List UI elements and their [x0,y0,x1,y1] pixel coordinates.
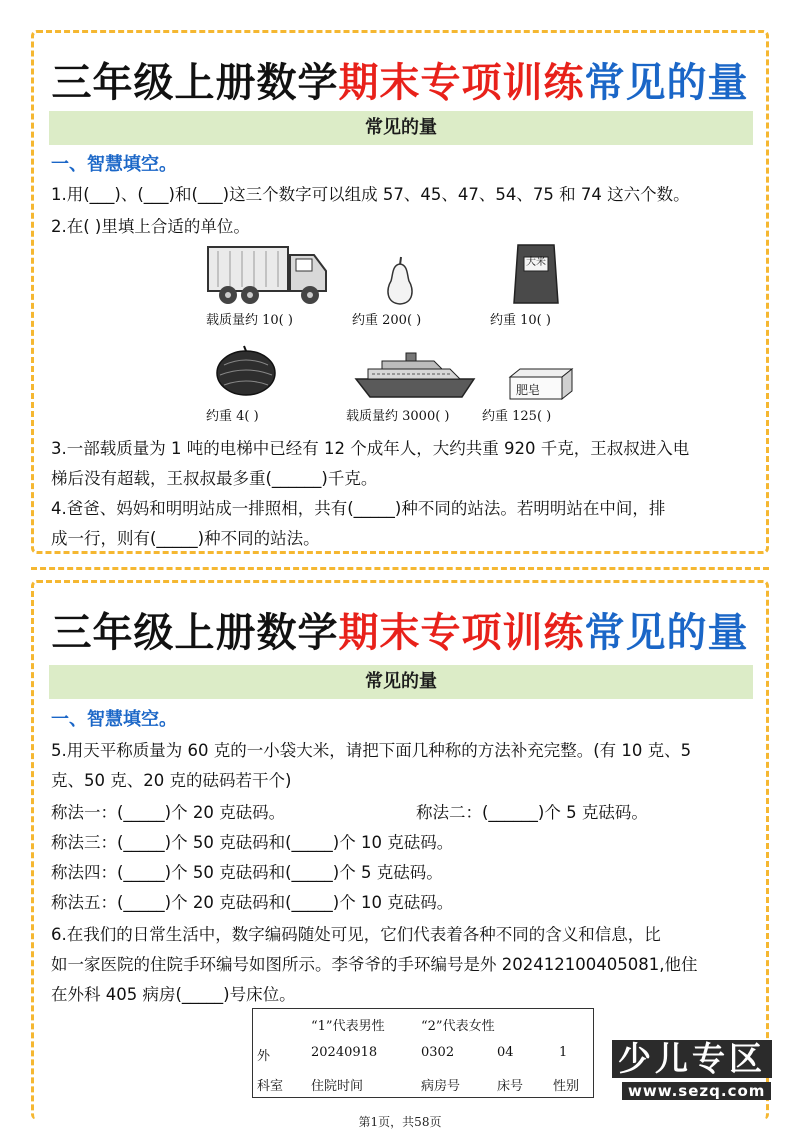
section-heading: 一、智慧填空。 [51,154,177,175]
rice-bag-label: 大米 [526,257,546,268]
worksheet-title [34,51,766,108]
code-admission-date: 20240918 [311,1045,378,1060]
code-ward: 0302 [421,1045,455,1060]
question-6-line-3: 在外科 405 病房(_____)号床位。 [51,985,296,1004]
caption-rice: 约重 10( ) [490,313,551,328]
title-part-grade: 三年级上册数学 [51,610,339,656]
label-gender: 性别 [553,1079,580,1094]
title-part-training: 期末专项训练 [338,610,585,656]
rice-bag-image [512,241,560,307]
title-part-training: 期末专项训练 [338,60,585,106]
title-part-grade: 三年级上册数学 [51,60,339,106]
page-footer: 第1页，共58页 [358,1115,442,1129]
wristband-code-table [252,1008,594,1098]
question-6-line-1: 6.在我们的日常生活中，数字编码随处可见，它们代表着各种不同的含义和信息，比 [51,925,661,944]
worksheet-title-2 [34,601,766,658]
caption-watermelon: 约重 4( ) [206,409,259,424]
note-female: “2”代表女性 [421,1019,495,1034]
question-4-line-1: 4.爸爸、妈妈和明明站成一排照相，共有(_____)种不同的站法。若明明站在中间，排 [51,499,666,518]
method-2: 称法二：(______)个 5 克砝码。 [416,803,648,822]
question-5-line-2: 克、50 克、20 克的砝码若干个) [51,771,292,790]
title-part-topic: 常见的量 [584,610,749,656]
question-3-line-1: 3.一部载质量为 1 吨的电梯中已经有 12 个成年人，大约共重 920 千克，王叔叔进入电 [51,439,690,458]
code-department: 外 [257,1049,271,1064]
soap-box-label: 肥皂 [516,383,541,397]
question-6-line-2: 如一家医院的住院手环编号如图所示。李爷爷的手环编号是外 202412100405081,他住 [51,955,698,974]
method-3: 称法三：(_____)个 50 克砝码和(_____)个 10 克砝码。 [51,833,454,852]
topic-band: 常见的量 [49,111,753,145]
watermark-logo: 少儿专区 [612,1040,772,1078]
note-male: “1”代表男性 [311,1019,385,1034]
label-admission-date: 住院时间 [311,1079,364,1094]
method-4: 称法四：(_____)个 50 克砝码和(_____)个 5 克砝码。 [51,863,443,882]
question-2: 2.在( )里填上合适的单位。 [51,217,250,236]
watermelon-image [214,345,278,397]
question-3-line-2: 梯后没有超载，王叔叔最多重(______)千克。 [51,469,378,488]
question-1: 1.用(___)、(___)和(___)这三个数字可以组成 57、45、47、54、75 和 74 这六个数。 [51,185,690,204]
topic-band-2: 常见的量 [49,665,753,699]
ship-image [354,349,476,399]
label-ward: 病房号 [421,1079,461,1094]
truck-image [206,241,332,307]
title-part-topic: 常见的量 [584,60,749,106]
watermark-url: www.sezq.com [622,1082,771,1100]
worksheet-card-1 [31,30,769,554]
card-separator [31,567,769,570]
code-bed: 04 [497,1045,514,1060]
label-department: 科室 [257,1079,284,1094]
question-4-line-2: 成一行，则有(_____)种不同的站法。 [51,529,320,548]
method-5: 称法五：(_____)个 20 克砝码和(_____)个 10 克砝码。 [51,893,454,912]
caption-soap: 约重 125( ) [482,409,552,424]
code-gender: 1 [559,1045,568,1060]
section-heading-2: 一、智慧填空。 [51,709,177,730]
pear-image [382,255,418,307]
method-1: 称法一：(_____)个 20 克砝码。 [51,803,286,822]
caption-ship: 载质量约 3000( ) [346,409,450,424]
caption-pear: 约重 200( ) [352,313,422,328]
label-bed: 床号 [497,1079,524,1094]
caption-truck: 载质量约 10( ) [206,313,293,328]
question-5-line-1: 5.用天平称质量为 60 克的一小袋大米，请把下面几种称的方法补充完整。(有 10 克、5 [51,741,692,760]
